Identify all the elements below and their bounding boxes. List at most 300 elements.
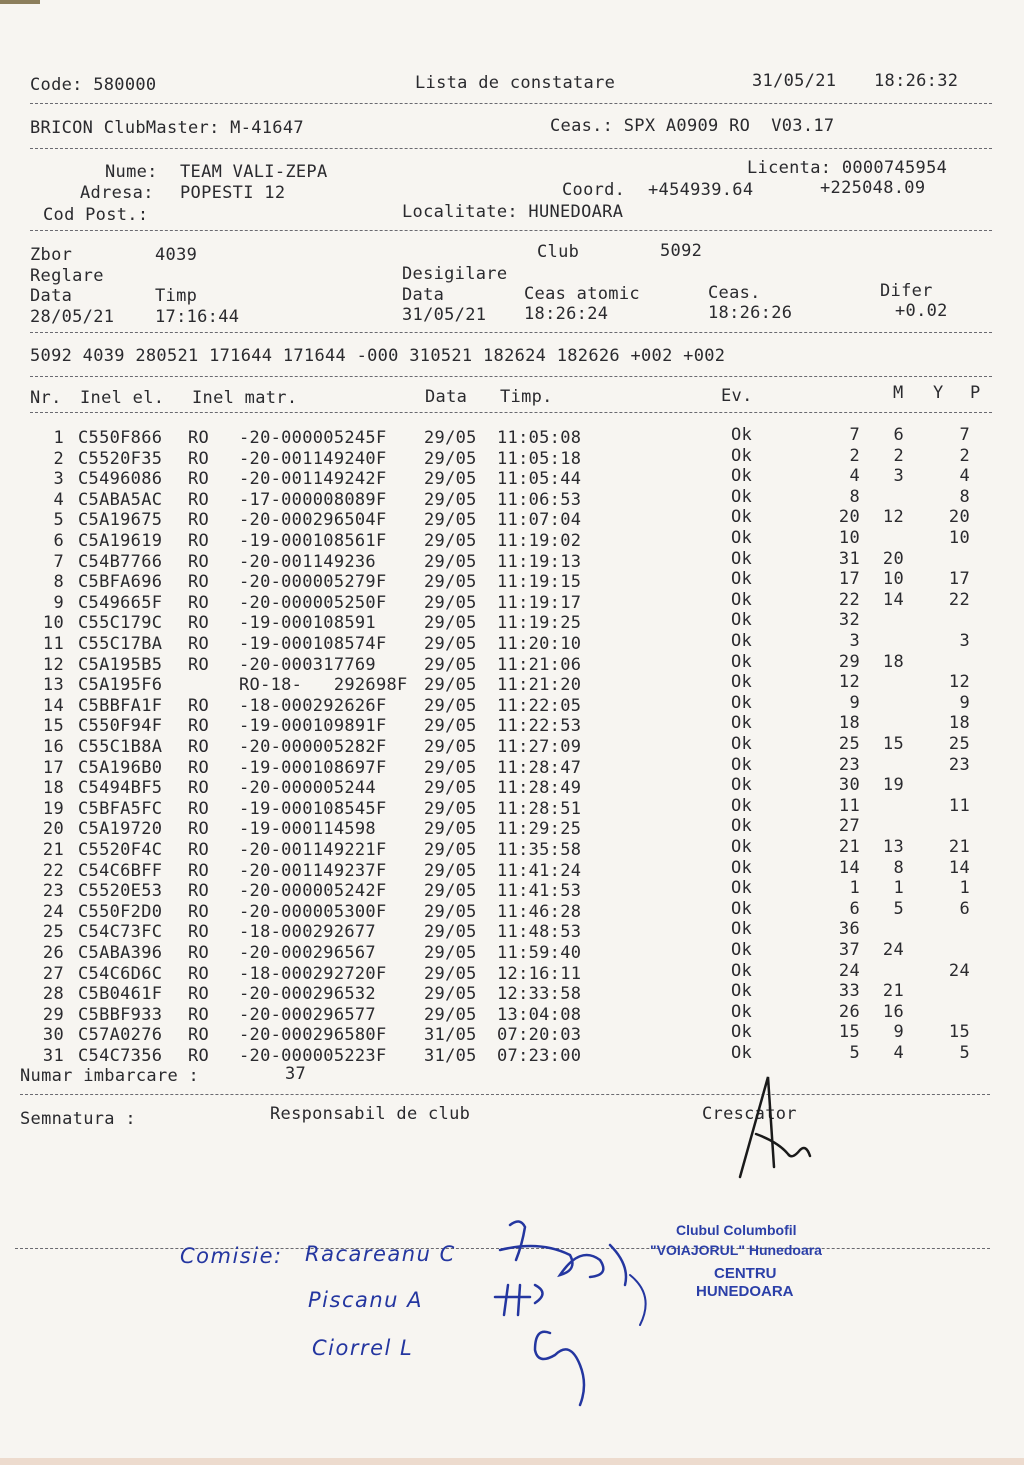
row-date: 29/05 (424, 737, 477, 757)
row-nr: 11 (42, 634, 64, 654)
row-m: 20 (838, 507, 860, 528)
row-matr: -20-000005250F (239, 592, 387, 613)
row-m: 37 (838, 940, 860, 960)
row-ro: RO (188, 551, 210, 572)
row-m: 10 (838, 528, 860, 548)
data2-label: Data (402, 285, 445, 305)
row-ev: Ok (731, 528, 753, 548)
row-matr: -17-000008089F (239, 489, 387, 510)
coord-latitude: +454939.64 (648, 180, 754, 200)
row-p: 15 (948, 1022, 970, 1043)
row-nr: 23 (42, 881, 64, 902)
row-y: 10 (882, 569, 904, 590)
row-nr: 29 (42, 1004, 64, 1025)
row-ro: RO (188, 798, 210, 819)
row-p: 3 (959, 631, 970, 651)
row-time: 11:19:13 (497, 551, 582, 572)
row-nr: 2 (53, 448, 64, 469)
row-m: 4 (849, 466, 860, 487)
row-date: 29/05 (424, 716, 477, 737)
row-matr: -20-001149236 (239, 551, 376, 572)
row-y: 13 (882, 837, 904, 857)
paper-edge-bottom (0, 1458, 1024, 1465)
commission-member-2: Piscanu A (308, 1288, 424, 1312)
stamp-line-2: "VOIAJORUL" Hunedoara (650, 1242, 822, 1258)
row-ro: RO (188, 531, 210, 551)
row-ev: Ok (731, 692, 753, 713)
semnatura-label: Semnatura : (20, 1109, 136, 1129)
row-m: 22 (838, 589, 860, 610)
row-y: 15 (882, 734, 904, 754)
row-matr: -19-000109891F (239, 716, 387, 737)
row-p: 22 (948, 589, 970, 610)
row-nr: 14 (42, 695, 64, 716)
row-y: 9 (893, 1022, 904, 1043)
row-ro: RO (188, 901, 210, 922)
row-ro: RO (188, 737, 210, 757)
row-ev: Ok (731, 981, 753, 1002)
row-time: 11:19:25 (497, 613, 582, 634)
row-time: 11:46:28 (497, 901, 582, 922)
row-date: 29/05 (424, 634, 477, 654)
row-nr: 5 (53, 510, 64, 531)
row-p: 2 (959, 445, 970, 466)
row-ro: RO (188, 469, 210, 490)
row-date: 29/05 (424, 757, 477, 778)
row-el: C54C6BFF (78, 860, 163, 881)
commission-member-1: Racareanu C (305, 1242, 456, 1266)
row-y: 16 (882, 1001, 904, 1022)
row-m: 11 (838, 795, 860, 816)
row-nr: 24 (42, 901, 64, 922)
row-y: 1 (893, 878, 904, 899)
col-data: Data (425, 387, 468, 407)
row-el: C55C179C (78, 613, 163, 634)
row-date: 29/05 (424, 778, 477, 799)
row-date: 29/05 (424, 819, 477, 840)
row-ro: RO (188, 922, 210, 943)
row-ev: Ok (731, 960, 753, 981)
row-matr: -20-001149240F (239, 448, 387, 469)
row-matr: -20-001149242F (239, 469, 387, 490)
clock-label: Ceas.: SPX A0909 RO V03.17 (550, 116, 835, 136)
row-time: 11:22:53 (497, 716, 582, 737)
row-matr: -20-000296504F (239, 510, 387, 531)
row-p: 25 (948, 734, 970, 754)
desigilare-date: 31/05/21 (402, 305, 487, 325)
row-el: C550F94F (78, 716, 163, 737)
data-label: Data (30, 286, 73, 306)
row-time: 11:28:49 (497, 778, 582, 799)
row-ev: Ok (731, 466, 753, 487)
row-date: 29/05 (424, 531, 477, 551)
divider (30, 332, 992, 333)
row-ev: Ok (731, 837, 753, 857)
owner-name: TEAM VALI-ZEPA (180, 162, 328, 182)
numar-imbarcare-value: 37 (285, 1064, 307, 1084)
row-ev: Ok (731, 775, 753, 796)
row-time: 11:41:53 (497, 881, 582, 902)
col-ev: Ev. (721, 386, 753, 406)
row-nr: 8 (53, 572, 64, 593)
row-time: 11:19:02 (497, 531, 582, 551)
row-ev: Ok (731, 548, 753, 569)
row-ev: Ok (731, 610, 753, 631)
row-ro: RO (188, 572, 210, 593)
row-ro: RO (188, 943, 210, 963)
row-nr: 25 (42, 922, 64, 943)
row-m: 8 (849, 486, 860, 507)
row-time: 07:20:03 (497, 1025, 582, 1046)
header-date: 31/05/21 (752, 71, 837, 91)
row-nr: 10 (42, 613, 64, 634)
device-label: BRICON ClubMaster: M-41647 (30, 118, 304, 138)
row-el: C55C1B8A (78, 737, 163, 757)
row-matr: -20-000005300F (239, 901, 387, 922)
row-ro: RO (188, 448, 210, 469)
row-ev: Ok (731, 754, 753, 775)
row-el: C550F2D0 (78, 901, 163, 922)
row-y: 24 (882, 940, 904, 960)
row-nr: 22 (42, 860, 64, 881)
license-number: Licenta: 0000745954 (747, 158, 948, 178)
row-el: C5BFA696 (78, 572, 163, 593)
row-time: 11:28:47 (497, 757, 582, 778)
row-nr: 15 (42, 716, 64, 737)
row-el: C5520F4C (78, 840, 163, 860)
row-m: 2 (849, 445, 860, 466)
row-time: 11:05:08 (497, 428, 582, 448)
row-nr: 7 (53, 551, 64, 572)
clock-time: 18:26:26 (708, 303, 793, 323)
row-p: 1 (959, 878, 970, 899)
divider (30, 412, 992, 413)
divider (30, 230, 992, 231)
row-time: 13:04:08 (497, 1004, 582, 1025)
row-time: 11:22:05 (497, 695, 582, 716)
row-el: C5520F35 (78, 448, 163, 469)
row-time: 11:05:44 (497, 469, 582, 490)
row-y: 6 (893, 425, 904, 445)
row-nr: 18 (42, 778, 64, 799)
row-m: 32 (838, 610, 860, 631)
row-el: C5BBFA1F (78, 695, 163, 716)
row-date: 29/05 (424, 510, 477, 531)
paper-edge (0, 0, 40, 4)
row-el: C5A19720 (78, 819, 163, 840)
reglare-label: Reglare (30, 266, 104, 286)
row-ro: RO (188, 654, 210, 675)
row-time: 11:21:06 (497, 654, 582, 675)
divider (30, 148, 992, 149)
row-nr: 19 (42, 798, 64, 819)
row-matr: -19-000108574F (239, 634, 387, 654)
row-date: 29/05 (424, 1004, 477, 1025)
row-y: 18 (882, 651, 904, 672)
reglare-date: 28/05/21 (30, 307, 115, 327)
club-number: 5092 (660, 241, 703, 261)
col-timp: Timp. (500, 387, 553, 407)
row-ev: Ok (731, 425, 753, 445)
row-date: 29/05 (424, 963, 477, 984)
row-nr: 6 (53, 531, 64, 551)
row-ro: RO (188, 695, 210, 716)
row-nr: 17 (42, 757, 64, 778)
row-matr: -18-000292677 (239, 922, 376, 943)
commission-member-3: Ciorrel L (312, 1336, 414, 1360)
row-y: 19 (882, 775, 904, 796)
row-el: C5A196B0 (78, 757, 163, 778)
row-nr: 1 (53, 428, 64, 448)
row-el: C54C73FC (78, 922, 163, 943)
row-time: 11:48:53 (497, 922, 582, 943)
row-nr: 12 (42, 654, 64, 675)
col-p: P (970, 383, 981, 403)
row-matr: -20-000005282F (239, 737, 387, 757)
row-el: C5BBF933 (78, 1004, 163, 1025)
postal-code-label: Cod Post.: (43, 205, 149, 225)
row-p: 23 (948, 754, 970, 775)
row-m: 17 (838, 569, 860, 590)
row-ro: RO (188, 819, 210, 840)
row-ev: Ok (731, 1022, 753, 1043)
row-matr: -20-000005242F (239, 881, 387, 902)
locality: Localitate: HUNEDOARA (402, 202, 624, 222)
owner-address: POPESTI 12 (180, 183, 286, 203)
row-date: 29/05 (424, 881, 477, 902)
row-time: 11:27:09 (497, 737, 582, 757)
row-ro: RO (188, 881, 210, 902)
stamp-line-4: HUNEDOARA (696, 1283, 794, 1300)
row-y: 5 (893, 898, 904, 919)
row-m: 31 (838, 548, 860, 569)
row-el: C5ABA5AC (78, 489, 163, 510)
row-matr: -19-000108561F (239, 531, 387, 551)
row-ev: Ok (731, 713, 753, 734)
row-ev: Ok (731, 1001, 753, 1022)
row-nr: 27 (42, 963, 64, 984)
row-matr: -19-000108545F (239, 798, 387, 819)
row-ev: Ok (731, 816, 753, 837)
row-y: 3 (893, 466, 904, 487)
clock-short-label: Ceas. (708, 283, 761, 303)
row-ev: Ok (731, 734, 753, 754)
row-p: 4 (959, 466, 970, 487)
row-matr: -20-000005223F (239, 1046, 387, 1066)
difer-label: Difer (880, 281, 933, 301)
row-m: 29 (838, 651, 860, 672)
coord-longitude: +225048.09 (820, 178, 926, 198)
row-y: 4 (893, 1043, 904, 1063)
row-y: 12 (882, 507, 904, 528)
row-nr: 30 (42, 1025, 64, 1046)
row-m: 24 (838, 960, 860, 981)
row-m: 15 (838, 1022, 860, 1043)
row-ro: RO (188, 428, 210, 448)
responsabil-label: Responsabil de club (270, 1104, 471, 1124)
row-p: 11 (948, 795, 970, 816)
code-label: Code: 580000 (30, 75, 157, 95)
row-ro: RO (188, 984, 210, 1005)
row-matr: -19-000108591 (239, 613, 376, 634)
row-ro: RO (188, 510, 210, 531)
row-date: 29/05 (424, 860, 477, 881)
row-ev: Ok (731, 1043, 753, 1063)
row-el: C5520E53 (78, 881, 163, 902)
row-ev: Ok (731, 940, 753, 960)
flight-code-line: 5092 4039 280521 171644 171644 -000 310521 182624 182626 +002 +002 (30, 346, 726, 366)
row-p: 5 (959, 1043, 970, 1063)
timp-label: Timp (155, 286, 198, 306)
row-ro: RO (188, 757, 210, 778)
row-p: 8 (959, 486, 970, 507)
numar-imbarcare-label: Numar imbarcare : (20, 1066, 200, 1086)
row-el: C5A195B5 (78, 654, 163, 675)
row-m: 23 (838, 754, 860, 775)
row-ro: RO (188, 1046, 210, 1066)
zbor-label: Zbor (30, 245, 73, 265)
header-time: 18:26:32 (874, 71, 959, 91)
row-el: C550F866 (78, 428, 163, 448)
row-nr: 9 (53, 592, 64, 613)
row-nr: 31 (42, 1046, 64, 1066)
address-label: Adresa: (80, 183, 154, 203)
row-el: C549665F (78, 592, 163, 613)
row-time: 11:35:58 (497, 840, 582, 860)
divider (30, 376, 992, 377)
row-p: 20 (948, 507, 970, 528)
row-date: 29/05 (424, 943, 477, 963)
row-date: 31/05 (424, 1046, 477, 1066)
row-m: 1 (849, 878, 860, 899)
stamp-line-1: Clubul Columbofil (676, 1222, 797, 1238)
row-y: 8 (893, 857, 904, 878)
row-m: 5 (849, 1043, 860, 1063)
row-ev: Ok (731, 857, 753, 878)
row-date: 29/05 (424, 592, 477, 613)
row-matr: -20-000296567 (239, 943, 376, 963)
row-date: 29/05 (424, 675, 477, 696)
row-el: C54C7356 (78, 1046, 163, 1066)
row-time: 11:06:53 (497, 489, 582, 510)
row-m: 27 (838, 816, 860, 837)
row-ev: Ok (731, 878, 753, 899)
row-time: 11:20:10 (497, 634, 582, 654)
row-matr: -19-000108697F (239, 757, 387, 778)
row-nr: 3 (53, 469, 64, 490)
row-y: 21 (882, 981, 904, 1002)
atomic-clock-label: Ceas atomic (524, 284, 640, 304)
row-matr: -18-000292720F (239, 963, 387, 984)
row-y: 2 (893, 445, 904, 466)
row-m: 33 (838, 981, 860, 1002)
row-time: 11:19:15 (497, 572, 582, 593)
col-m: M (893, 383, 904, 403)
row-time: 07:23:00 (497, 1046, 582, 1066)
row-date: 29/05 (424, 798, 477, 819)
row-m: 25 (838, 734, 860, 754)
row-m: 21 (838, 837, 860, 857)
row-matr: -20-000005279F (239, 572, 387, 593)
row-m: 14 (838, 857, 860, 878)
row-date: 29/05 (424, 469, 477, 490)
row-matr: RO-18- 292698F (239, 675, 408, 696)
row-p: 6 (959, 898, 970, 919)
row-matr: -20-001149221F (239, 840, 387, 860)
breeder-signature (730, 1072, 820, 1187)
row-ro: RO (188, 716, 210, 737)
row-ev: Ok (731, 919, 753, 940)
row-ro: RO (188, 778, 210, 799)
row-p: 14 (948, 857, 970, 878)
row-m: 18 (838, 713, 860, 734)
row-ro: RO (188, 613, 210, 634)
row-time: 11:19:17 (497, 592, 582, 613)
row-date: 29/05 (424, 901, 477, 922)
row-ev: Ok (731, 672, 753, 693)
row-y: 20 (882, 548, 904, 569)
row-el: C5A19675 (78, 510, 163, 531)
row-nr: 28 (42, 984, 64, 1005)
row-ro: RO (188, 634, 210, 654)
row-el: C5A19619 (78, 531, 163, 551)
row-el: C57A0276 (78, 1025, 163, 1046)
row-ro: RO (188, 860, 210, 881)
row-time: 11:28:51 (497, 798, 582, 819)
row-ev: Ok (731, 486, 753, 507)
row-p: 9 (959, 692, 970, 713)
row-ro: RO (188, 592, 210, 613)
club-label: Club (537, 242, 580, 262)
row-date: 29/05 (424, 984, 477, 1005)
name-label: Nume: (105, 162, 158, 182)
row-el: C5BFA5FC (78, 798, 163, 819)
row-date: 29/05 (424, 613, 477, 634)
row-matr: -20-000296580F (239, 1025, 387, 1046)
row-p: 10 (948, 528, 970, 548)
row-ev: Ok (731, 631, 753, 651)
row-p: 7 (959, 425, 970, 445)
row-el: C5B0461F (78, 984, 163, 1005)
row-ev: Ok (731, 569, 753, 590)
row-date: 29/05 (424, 654, 477, 675)
row-ev: Ok (731, 507, 753, 528)
row-date: 29/05 (424, 489, 477, 510)
row-time: 11:05:18 (497, 448, 582, 469)
stamp-line-3: CENTRU (714, 1265, 777, 1282)
row-nr: 13 (42, 675, 64, 696)
divider (30, 103, 992, 104)
col-inel-el: Inel el. (80, 388, 165, 408)
row-ro: RO (188, 963, 210, 984)
row-m: 36 (838, 919, 860, 940)
row-nr: 20 (42, 819, 64, 840)
row-matr: -18-000292626F (239, 695, 387, 716)
row-nr: 21 (42, 840, 64, 860)
reglare-time: 17:16:44 (155, 307, 240, 327)
col-y: Y (933, 383, 944, 403)
row-date: 29/05 (424, 551, 477, 572)
row-p: 24 (948, 960, 970, 981)
row-matr: -19-000114598 (239, 819, 376, 840)
row-ev: Ok (731, 445, 753, 466)
row-time: 12:16:11 (497, 963, 582, 984)
row-date: 29/05 (424, 922, 477, 943)
desigilare-label: Desigilare (402, 264, 508, 284)
row-el: C54C6D6C (78, 963, 163, 984)
row-ro: RO (188, 1025, 210, 1046)
crescator-label: Crescator (702, 1104, 797, 1124)
